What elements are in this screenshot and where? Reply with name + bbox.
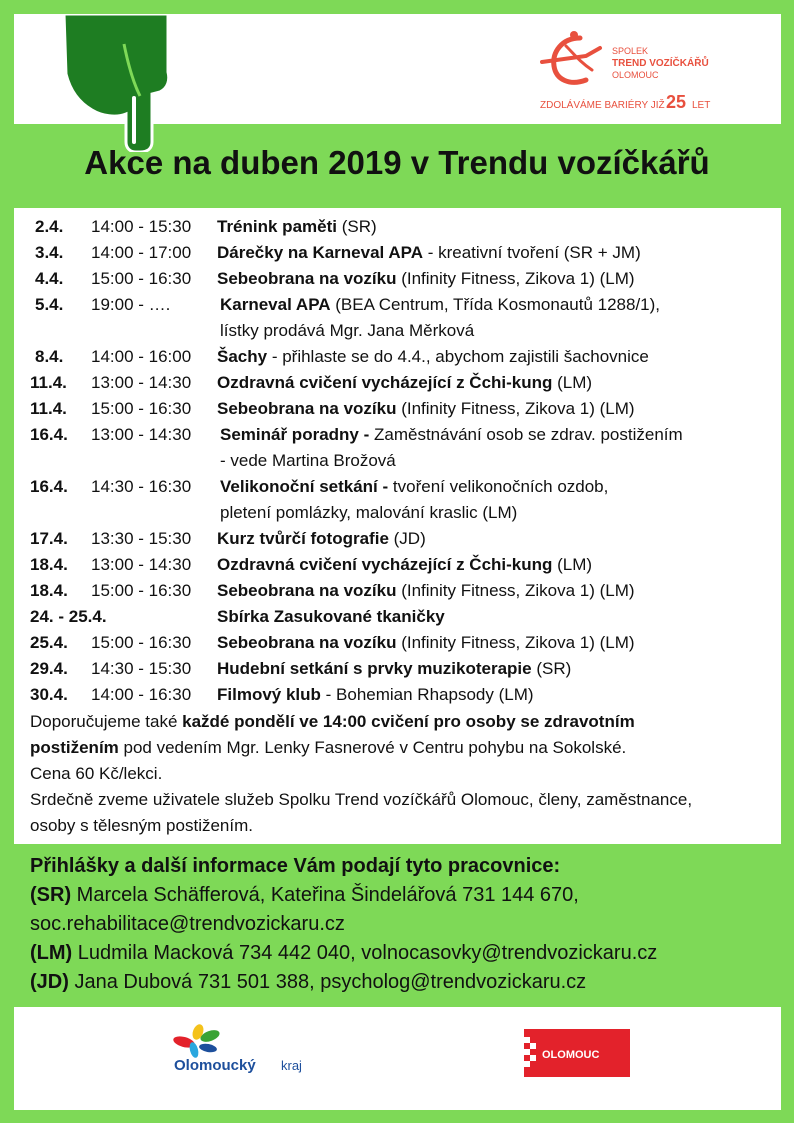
events-panel — [14, 208, 781, 844]
note-invitation: Srdečně zveme uživatele služeb Spolku Trend vozíčkářů Olomouc, členy, zaměstnance, — [30, 790, 693, 809]
contact-sr-email[interactable]: soc.rehabilitace@trendvozickaru.cz — [30, 913, 345, 935]
event-date: 18.4. — [30, 555, 68, 574]
trend-vozickaru-logo — [540, 26, 720, 116]
event-date: 3.4. — [35, 243, 64, 262]
event-time: 13:00 - 14:30 — [91, 555, 192, 574]
event-detail: tvoření velikonočních ozdob, — [388, 477, 609, 496]
svg-text:kraj: kraj — [281, 1058, 302, 1073]
event-detail: (Infinity Fitness, Zikova 1) (LM) — [396, 633, 635, 652]
event-detail: (Infinity Fitness, Zikova 1) (LM) — [396, 399, 635, 418]
event-description — [217, 656, 571, 682]
svg-text:OLOMOUC: OLOMOUC — [612, 70, 659, 80]
event-name: Sebeobrana na vozíku — [217, 269, 397, 288]
event-time: 13:00 - 14:30 — [91, 425, 192, 444]
event-time: 19:00 - …. — [91, 295, 171, 314]
event-time: 14:30 - 15:30 — [91, 659, 192, 678]
event-date: 8.4. — [35, 347, 64, 366]
event-date: 16.4. — [30, 477, 68, 496]
event-row — [14, 656, 781, 682]
note-price: Cena 60 Kč/lekci. — [30, 764, 163, 783]
event-detail: (SR) — [336, 217, 377, 236]
event-date: 2.4. — [35, 217, 64, 236]
event-detail: (JD) — [388, 529, 426, 548]
event-name: Ozdravná cvičení vycházející z Čchi-kung — [217, 555, 553, 574]
event-detail: (Infinity Fitness, Zikova 1) (LM) — [396, 581, 635, 600]
event-name: Trénink paměti — [217, 217, 337, 236]
event-time: 14:00 - 16:00 — [91, 347, 192, 366]
event-row — [14, 552, 781, 578]
note-invitation-cont: osoby s tělesným postižením. — [30, 816, 253, 835]
contact-lm: (LM) Ludmila Macková 734 442 040, volnocasovky@trendvozickaru.cz — [30, 942, 658, 964]
svg-text:ZDOLÁVÁME BARIÉRY JIŽ: ZDOLÁVÁME BARIÉRY JIŽ — [540, 100, 665, 111]
event-date: 25.4. — [30, 633, 68, 652]
event-time: 15:00 - 16:30 — [91, 269, 192, 288]
event-detail: (BEA Centrum, Třída Kosmonautů 1288/1), — [330, 295, 661, 314]
event-date: 11.4. — [30, 373, 67, 392]
note-line-1: Doporučujeme také každé pondělí ve 14:00 cvičení pro osoby se zdravotním — [30, 712, 635, 731]
event-description — [217, 266, 635, 292]
event-description — [217, 214, 377, 240]
event-name: Ozdravná cvičení vycházející z Čchi-kung — [217, 373, 553, 392]
svg-text:SPOLEK: SPOLEK — [612, 46, 649, 56]
event-description — [217, 344, 649, 370]
svg-text:Olomoucký: Olomoucký — [174, 1057, 256, 1074]
event-detail-continued: lístky prodává Mgr. Jana Měrková — [220, 321, 475, 340]
event-date: 5.4. — [35, 295, 64, 314]
event-row — [14, 266, 781, 292]
event-description — [220, 422, 683, 448]
event-detail: (LM) — [552, 555, 593, 574]
contacts-block — [30, 852, 657, 997]
event-row — [14, 370, 781, 396]
event-detail: - kreativní tvoření (SR + JM) — [423, 243, 641, 262]
event-name: Sebeobrana na vozíku — [217, 633, 397, 652]
event-name: Filmový klub — [217, 685, 321, 704]
event-row — [14, 474, 781, 500]
event-name: Šachy — [217, 347, 268, 366]
event-detail: (SR) — [531, 659, 572, 678]
event-description — [217, 240, 641, 266]
event-row — [14, 396, 781, 422]
event-date: 24. - 25.4. — [30, 607, 107, 626]
event-row — [14, 214, 781, 240]
event-detail: (Infinity Fitness, Zikova 1) (LM) — [396, 269, 635, 288]
event-description — [217, 370, 592, 396]
page-title: Akce na duben 2019 v Trendu vozíčkářů — [84, 144, 710, 181]
event-description — [217, 604, 445, 630]
event-detail-continued: pletení pomlázky, malování kraslic (LM) — [220, 503, 518, 522]
event-date: 4.4. — [35, 269, 64, 288]
event-detail: - přihlaste se do 4.4., abychom zajistili šachovnice — [267, 347, 649, 366]
contacts-heading: Přihlášky a další informace Vám podají tyto pracovnice: — [30, 855, 561, 877]
event-row — [14, 422, 781, 448]
event-row — [14, 344, 781, 370]
svg-text:OLOMOUC: OLOMOUC — [542, 1049, 600, 1061]
event-description — [220, 292, 660, 318]
event-name: Seminář poradny - — [220, 425, 370, 444]
event-date: 30.4. — [30, 685, 68, 704]
contact-jd: (JD) Jana Dubová 731 501 388, psycholog@trendvozickaru.cz — [30, 971, 587, 993]
event-name: Sebeobrana na vozíku — [217, 581, 397, 600]
event-time: 15:00 - 16:30 — [91, 633, 192, 652]
event-detail: - Bohemian Rhapsody (LM) — [320, 685, 534, 704]
event-description — [220, 474, 608, 500]
olomoucky-kraj-logo — [170, 1024, 330, 1078]
event-row — [14, 526, 781, 552]
event-time: 13:00 - 14:30 — [91, 373, 192, 392]
event-time: 14:30 - 16:30 — [91, 477, 192, 496]
event-time: 14:00 - 16:30 — [91, 685, 192, 704]
event-description — [217, 630, 635, 656]
event-name: Velikonoční setkání - — [220, 477, 389, 496]
svg-text:LET: LET — [692, 100, 711, 111]
event-row — [14, 630, 781, 656]
event-time: 14:00 - 15:30 — [91, 217, 192, 236]
event-time: 14:00 - 17:00 — [91, 243, 192, 262]
event-detail: Zaměstnávání osob se zdrav. postižením — [369, 425, 683, 444]
pointing-hand-icon — [64, 14, 176, 152]
event-name: Sebeobrana na vozíku — [217, 399, 397, 418]
svg-text:TREND VOZÍČKÁŘŮ: TREND VOZÍČKÁŘŮ — [612, 58, 709, 69]
event-description — [217, 526, 426, 552]
event-date: 17.4. — [30, 529, 68, 548]
event-detail: (LM) — [552, 373, 593, 392]
event-row — [14, 604, 781, 630]
event-row — [14, 578, 781, 604]
event-name: Kurz tvůrčí fotografie — [217, 529, 389, 548]
event-description — [217, 578, 635, 604]
event-row — [14, 292, 781, 318]
event-time: 15:00 - 16:30 — [91, 399, 192, 418]
note-line-2: postižením pod vedením Mgr. Lenky Fasnerové v Centru pohybu na Sokolské. — [30, 738, 627, 757]
event-description — [217, 552, 592, 578]
contact-sr: (SR) Marcela Schäfferová, Kateřina Šindelářová 731 144 670, — [30, 884, 579, 906]
event-time: 15:00 - 16:30 — [91, 581, 192, 600]
event-detail-continued: - vede Martina Brožová — [220, 451, 396, 470]
footer-panel — [14, 1007, 781, 1110]
olomouc-logo — [524, 1029, 630, 1077]
svg-text:25: 25 — [666, 92, 687, 112]
event-date: 11.4. — [30, 399, 67, 418]
event-row — [14, 240, 781, 266]
event-time: 13:30 - 15:30 — [91, 529, 192, 548]
event-row — [14, 682, 781, 708]
event-description — [217, 682, 534, 708]
event-description — [217, 396, 635, 422]
event-date: 29.4. — [30, 659, 68, 678]
event-name: Karneval APA — [220, 295, 331, 314]
event-name: Dárečky na Karneval APA — [217, 243, 423, 262]
event-date: 18.4. — [30, 581, 68, 600]
event-date: 16.4. — [30, 425, 68, 444]
event-name: Sbírka Zasukované tkaničky — [217, 607, 445, 626]
event-name: Hudební setkání s prvky muzikoterapie — [217, 659, 532, 678]
